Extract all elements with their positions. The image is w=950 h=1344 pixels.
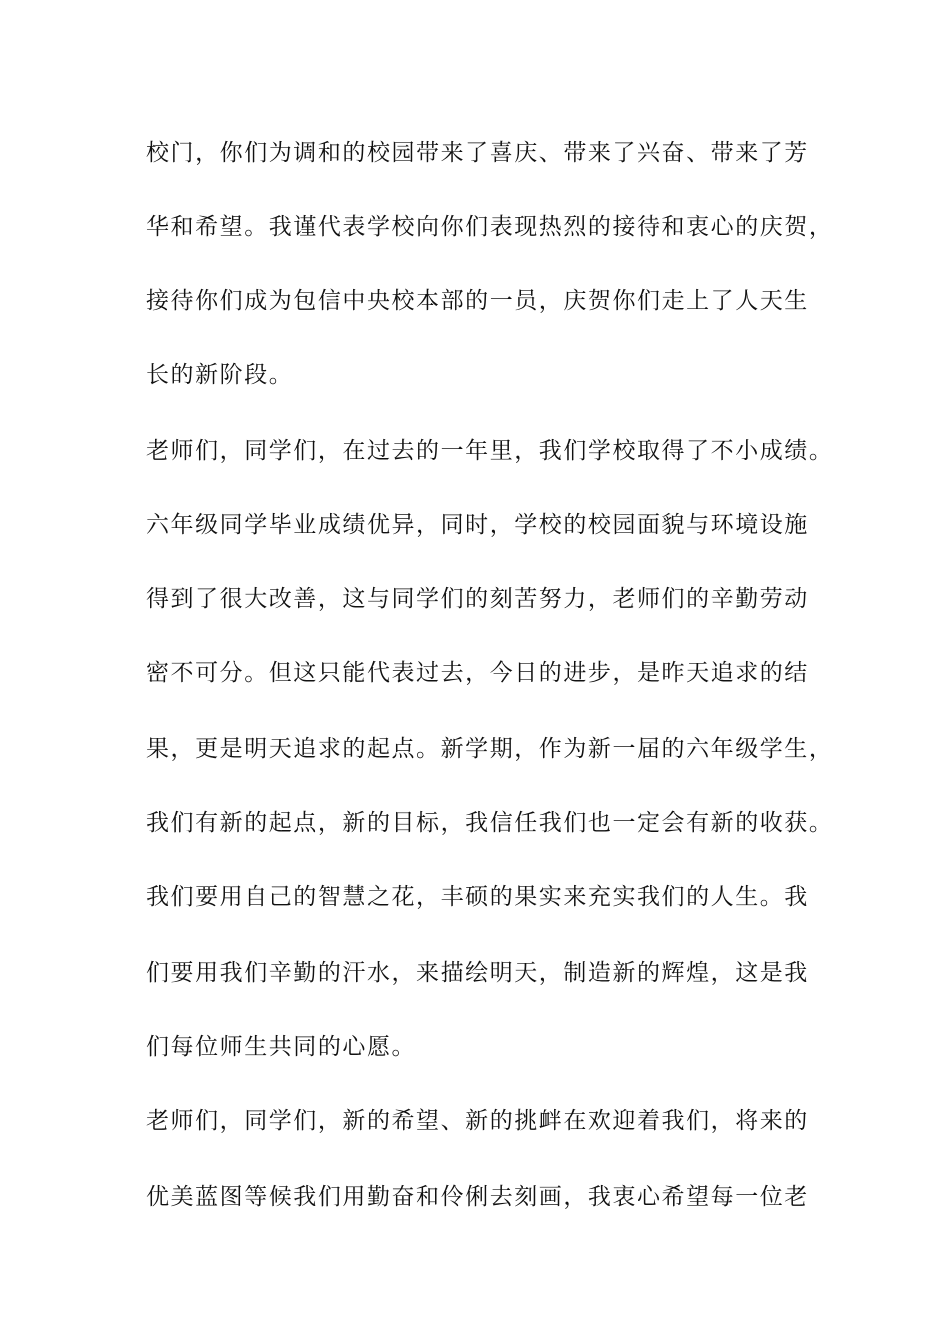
text-line: 老师们，同学们，新的希望、新的挑衅在欢迎着我们，将来的 [146,1108,809,1134]
text-line: 密不可分。但这只能代表过去，今日的进步，是昨天追求的结 [146,660,809,686]
text-line: 优美蓝图等候我们用勤奋和伶俐去刻画，我衷心希望每一位老 [146,1184,809,1210]
text-line: 们要用我们辛勤的汗水，来描绘明天，制造新的辉煌，这是我 [146,960,809,986]
text-line: 我们有新的起点，新的目标，我信任我们也一定会有新的收获。 [146,810,834,836]
text-line: 接待你们成为包信中央校本部的一员，庆贺你们走上了人天生 [146,288,809,314]
text-line: 校门，你们为调和的校园带来了喜庆、带来了兴奋、带来了芳 [146,140,809,166]
text-line: 老师们，同学们，在过去的一年里，我们学校取得了不小成绩。 [146,438,834,464]
text-line: 六年级同学毕业成绩优异，同时，学校的校园面貌与环境设施 [146,512,809,538]
text-line: 华和希望。我谨代表学校向你们表现热烈的接待和衷心的庆贺， [146,214,834,240]
text-line: 长的新阶段。 [146,362,294,388]
text-line: 们每位师生共同的心愿。 [146,1034,417,1060]
text-line: 我们要用自己的智慧之花，丰硕的果实来充实我们的人生。我 [146,884,809,910]
text-line: 得到了很大改善，这与同学们的刻苦努力，老师们的辛勤劳动 [146,586,809,612]
text-line: 果，更是明天追求的起点。新学期，作为新一届的六年级学生， [146,736,834,762]
